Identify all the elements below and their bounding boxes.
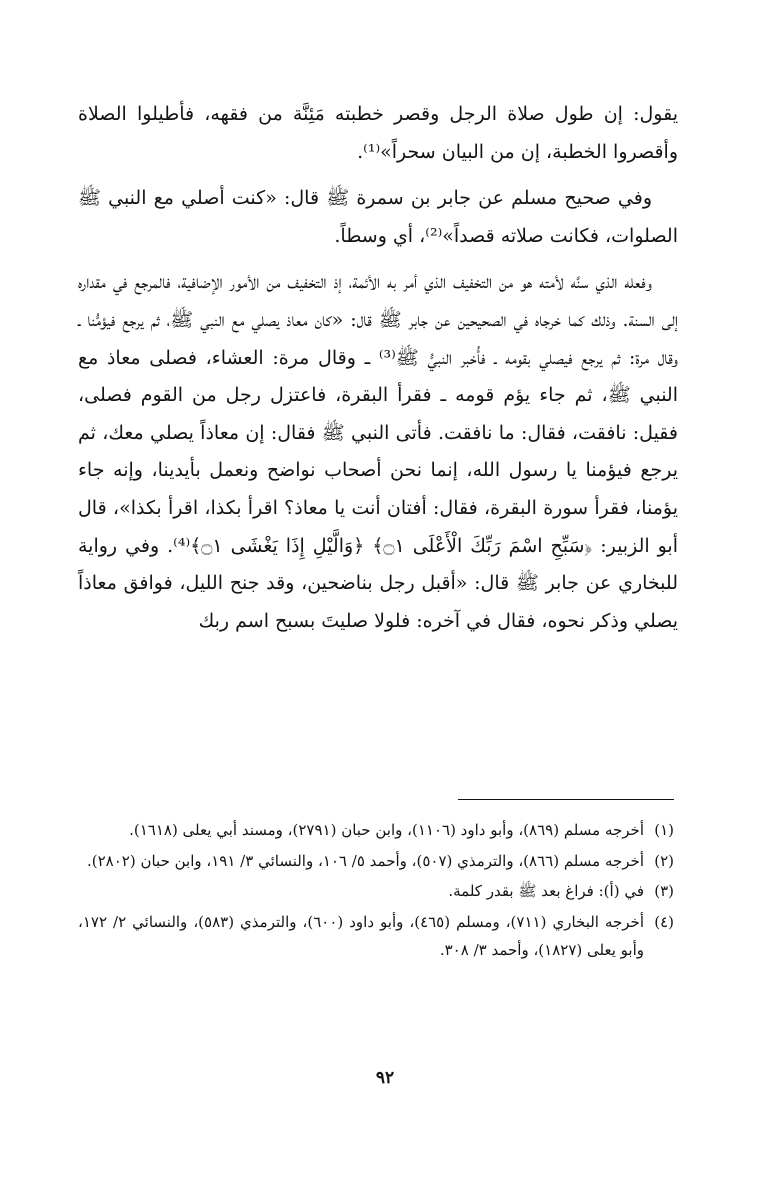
- footnote-text: أخرجه البخاري (٧١١)، ومسلم (٤٦٥)، وأبو داود (٦٠٠)، والترمذي (٥٨٣)، والنسائي ٢/ ١٧٢، وأبو يعلى (١٨٢٧)، وأحمد ٣/ ٣٠٨.: [78, 912, 645, 959]
- footnote: [78, 847, 674, 876]
- paragraph-2: وفي صحيح مسلم عن جابر بن سمرة ﷺ قال: «كنت أصلي مع النبي ﷺ الصلوات، فكانت صلاته قصداً»⁽²⁾، أي وسطاً.: [78, 187, 678, 247]
- footnote-text: أخرجه مسلم (٨٦٦)، والترمذي (٥٠٧)، وأحمد ٥/ ١٠٦، والنسائي ٣/ ١٩١، وابن حبان (٢٨٠٢).: [86, 851, 644, 870]
- footnote-text: في (أ): فراغ بعد ﷺ بقدر كلمة.: [448, 882, 644, 900]
- main-text: [78, 96, 678, 640]
- footnote-number: (١): [654, 821, 674, 839]
- footnote: [78, 877, 674, 906]
- footnote-text: أخرجه مسلم (٨٦٩)، وأبو داود (١١٠٦)، وابن حبان (٢٧٩١)، ومسند أبي يعلى (١٦١٨).: [129, 821, 644, 839]
- footnote-separator: [458, 799, 674, 800]
- footnote-number: (٤): [654, 912, 674, 931]
- paragraph-3: وفعله الذي سنَّه لأمته هو من التخفيف الذي أمر به الأئمة، إذ التخفيف من الأمور الإضافية، فالمرجع في مقداره إلى السنة. وذلك كما خرجاه في الصحيحين عن جابر ﷺ قال: «كان معاذ يصلي مع النبي ﷺ، ثم يرجع فيؤمُّنا ـ وقال مرة: ثم يرجع فيصلي بقومه ـ فأُخبر النبيُّ ﷺ⁽³⁾ ـ وقال مرة: العشاء، فصلى معاذ مع النبي ﷺ، ثم جاء يؤم قومه ـ فقرأ البقرة، فاعتزل رجل من القوم فصلى، فقيل: نافقت، فقال: ما نافقت. فأتى النبي ﷺ فقال: إن معاذاً يصلي معك، ثم يرجع فيؤمنا يا رسول الله، إنما نحن أصحاب نواضح ونعمل بأيدينا، وإنه جاء يؤمنا، فقرأ سورة البقرة، فقال: أفتان أنت يا معاذ؟ اقرأ بكذا، اقرأ بكذا»، قال أبو الزبير: ﴿سَبِّحِ اسْمَ رَبِّكَ الْأَعْلَى ۝١﴾ ﴿وَالَّيْلِ إِذَا يَغْشَى ۝١﴾⁽⁴⁾. وفي رواية للبخاري عن جابر ﷺ قال: «أقبل رجل بناضحين، وقد جنح الليل، فوافق معاذاً يصلي وذكر نحوه، فقال في آخره: فلولا صليتَ بسبح اسم ربك: [78, 271, 678, 632]
- footnotes: [78, 816, 674, 967]
- footnote-number: (٣): [654, 882, 674, 900]
- footnote: [78, 908, 674, 965]
- page-number: ٩٢: [375, 1068, 395, 1088]
- paragraph-1: يقول: إن طول صلاة الرجل وقصر خطبته مَئِنَّة من فقهه، فأطيلوا الصلاة وأقصروا الخطبة، إن من البيان سحراً»⁽¹⁾.: [78, 103, 678, 163]
- footnote: [78, 816, 674, 845]
- footnote-number: (٢): [654, 851, 674, 870]
